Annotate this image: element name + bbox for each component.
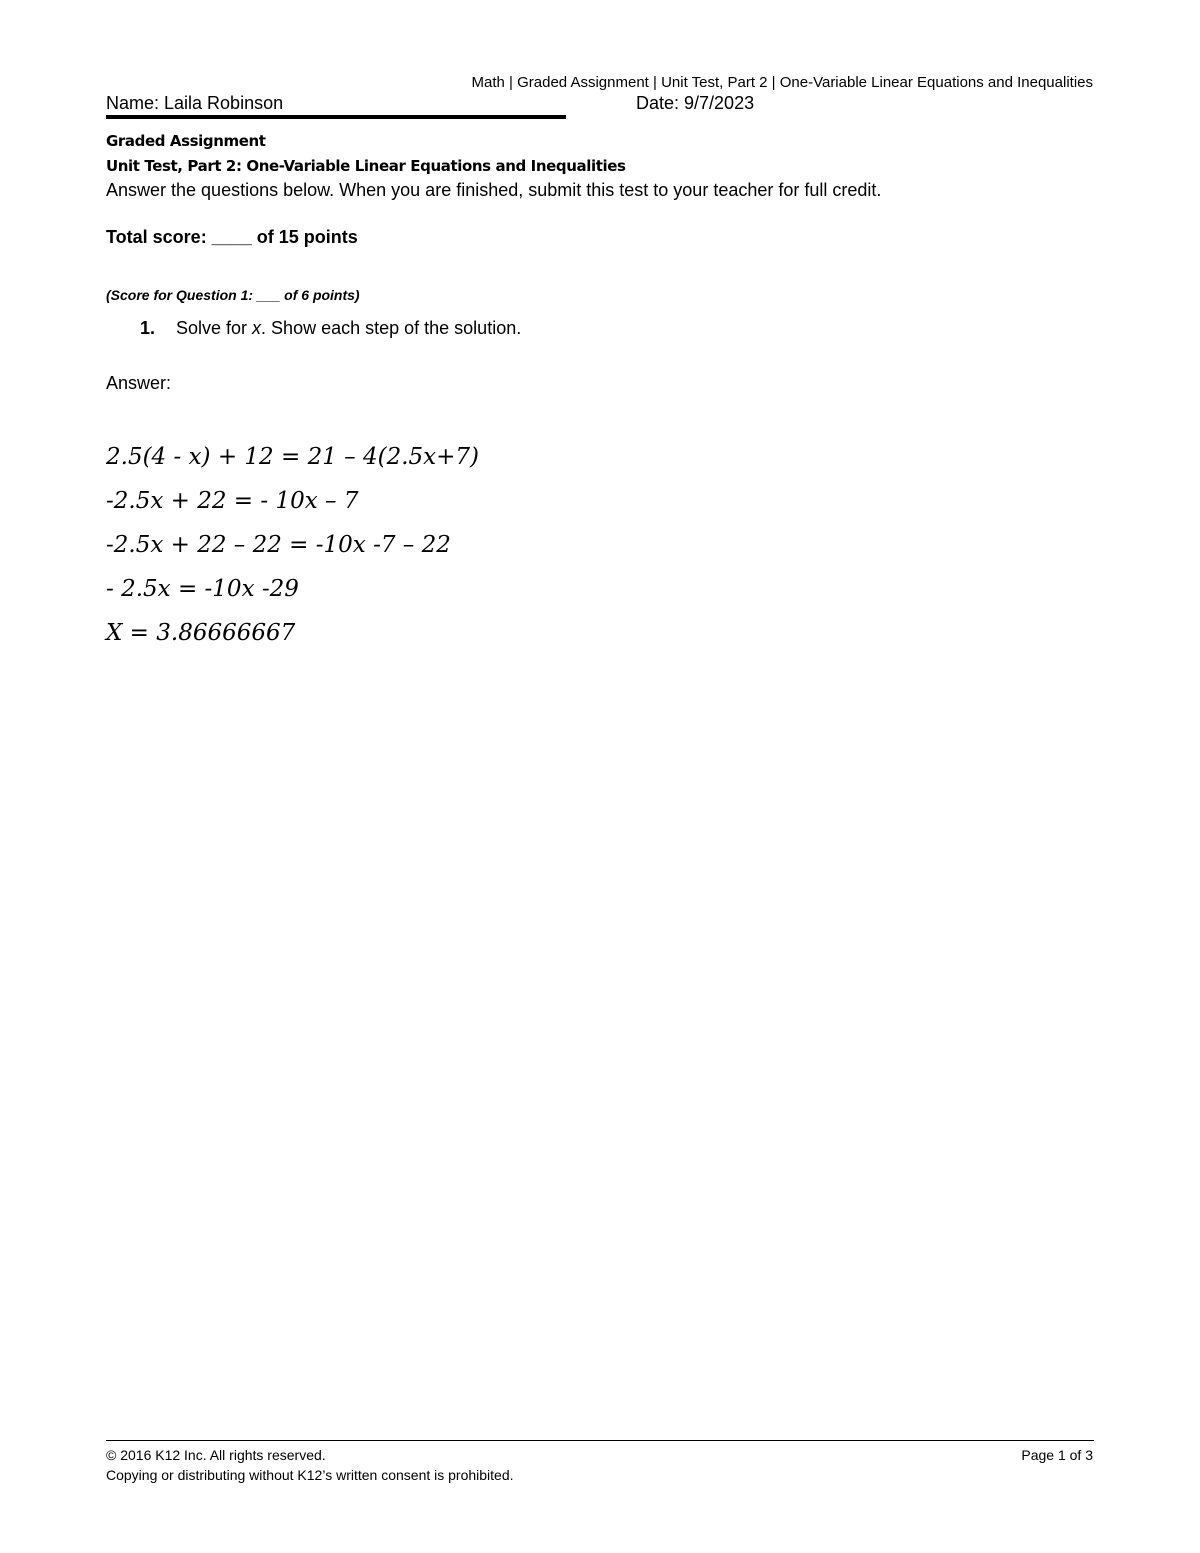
- question-prompt-start: Solve for: [176, 318, 253, 338]
- work-step-4: - 2.5x = -10x -29: [106, 576, 299, 602]
- question-number: 1.: [140, 318, 156, 338]
- footer-notice: Copying or distributing without K12’s written consent is prohibited.: [106, 1467, 514, 1483]
- page-number: Page 1 of 3: [1021, 1447, 1093, 1463]
- work-step-2: -2.5x + 22 = - 10x – 7: [106, 488, 359, 514]
- question-1: [140, 318, 521, 339]
- question-prompt-end: . Show each step of the solution.: [261, 318, 522, 338]
- footer-copyright: © 2016 K12 Inc. All rights reserved.: [106, 1447, 326, 1463]
- instructions: Answer the questions below. When you are finished, submit this test to your teacher for full credit.: [106, 180, 882, 200]
- question-variable: x: [252, 318, 262, 338]
- total-score: Total score: ____ of 15 points: [106, 227, 358, 247]
- work-step-1: 2.5(4 - x) + 12 = 21 – 4(2.5x+7): [106, 444, 479, 470]
- name-underline: [106, 115, 566, 119]
- answer-label: Answer:: [106, 373, 172, 393]
- document-label: Graded Assignment: [106, 132, 266, 150]
- question-1-score: (Score for Question 1: ___ of 6 points): [106, 287, 360, 303]
- running-header: Math | Graded Assignment | Unit Test, Part 2 | One-Variable Linear Equations and Inequalities: [471, 74, 1093, 91]
- assignment-date: Date: 9/7/2023: [636, 93, 755, 113]
- document-title: Unit Test, Part 2: One-Variable Linear Equations and Inequalities: [106, 157, 626, 175]
- footer-rule: [106, 1440, 1094, 1441]
- student-name: Name: Laila Robinson: [106, 93, 284, 113]
- work-step-3: -2.5x + 22 – 22 = -10x -7 – 22: [106, 532, 451, 558]
- work-step-5: X = 3.86666667: [106, 620, 296, 646]
